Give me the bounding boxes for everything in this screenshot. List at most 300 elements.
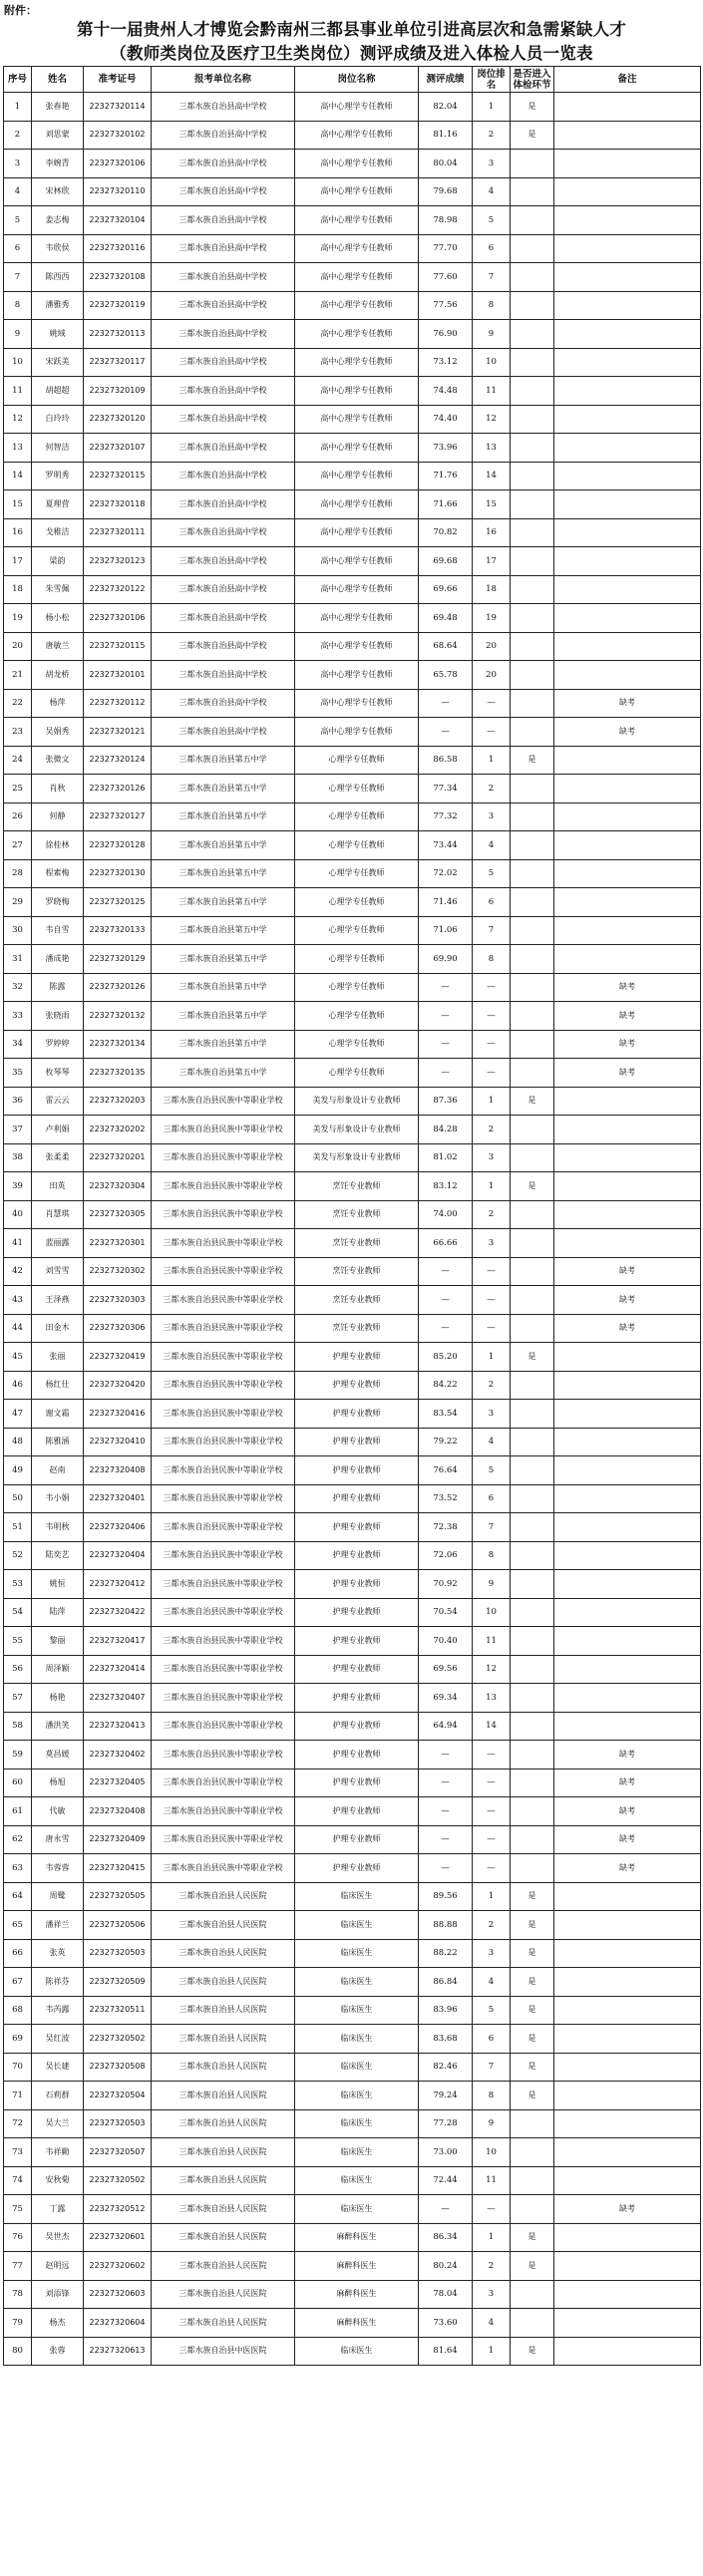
cell-score: 70.82 bbox=[419, 518, 473, 547]
table-row bbox=[4, 1741, 701, 1770]
cell-name: 韦明秋 bbox=[32, 1513, 84, 1542]
cell-unit: 三都水族自治县民族中等职业学校 bbox=[152, 1343, 295, 1372]
cell-exam-id: 22327320129 bbox=[84, 945, 152, 974]
cell-score: 77.56 bbox=[419, 291, 473, 320]
table-row bbox=[4, 718, 701, 747]
cell-physical-exam bbox=[511, 1627, 554, 1656]
cell-physical-exam bbox=[511, 1769, 554, 1797]
cell-score: 71.06 bbox=[419, 916, 473, 945]
cell-exam-id: 22327320504 bbox=[84, 2082, 152, 2110]
cell-rank: 14 bbox=[473, 1712, 511, 1741]
header-score: 测评成绩 bbox=[419, 67, 473, 93]
cell-index: 61 bbox=[4, 1797, 32, 1826]
cell-rank: 3 bbox=[473, 150, 511, 178]
cell-remark: 缺考 bbox=[554, 1797, 701, 1826]
table-row bbox=[4, 1002, 701, 1031]
cell-unit: 三都水族自治县第五中学 bbox=[152, 831, 295, 860]
cell-unit: 三都水族自治县人民医院 bbox=[152, 2280, 295, 2309]
cell-remark: 缺考 bbox=[554, 2195, 701, 2224]
cell-unit: 三都水族自治县民族中等职业学校 bbox=[152, 1797, 295, 1826]
cell-remark: 缺考 bbox=[554, 1286, 701, 1315]
cell-physical-exam: 是 bbox=[511, 1087, 554, 1116]
cell-unit: 三都水族自治县民族中等职业学校 bbox=[152, 1116, 295, 1144]
table-row bbox=[4, 377, 701, 406]
cell-score: 72.02 bbox=[419, 859, 473, 888]
cell-remark bbox=[554, 2280, 701, 2309]
cell-remark bbox=[554, 490, 701, 519]
cell-remark bbox=[554, 1655, 701, 1684]
table-row bbox=[4, 2109, 701, 2138]
cell-unit: 三都水族自治县民族中等职业学校 bbox=[152, 1428, 295, 1456]
table-row bbox=[4, 831, 701, 860]
table-row bbox=[4, 689, 701, 718]
cell-rank: 5 bbox=[473, 1996, 511, 2025]
cell-physical-exam bbox=[511, 1712, 554, 1741]
cell-remark bbox=[554, 1087, 701, 1116]
cell-remark bbox=[554, 1172, 701, 1201]
cell-score: — bbox=[419, 689, 473, 718]
cell-position: 高中心理学专任教师 bbox=[295, 632, 419, 661]
cell-score: 73.60 bbox=[419, 2309, 473, 2338]
cell-index: 22 bbox=[4, 689, 32, 718]
table-row bbox=[4, 2280, 701, 2309]
cell-rank: 3 bbox=[473, 2280, 511, 2309]
cell-position: 高中心理学专任教师 bbox=[295, 689, 419, 718]
cell-exam-id: 22327320127 bbox=[84, 803, 152, 831]
cell-physical-exam bbox=[511, 2309, 554, 2338]
cell-score: — bbox=[419, 1769, 473, 1797]
table-row bbox=[4, 1712, 701, 1741]
attachment-label: 附件： bbox=[4, 4, 37, 17]
cell-exam-id: 22327320407 bbox=[84, 1684, 152, 1713]
cell-index: 58 bbox=[4, 1712, 32, 1741]
cell-physical-exam bbox=[511, 973, 554, 1002]
cell-index: 24 bbox=[4, 746, 32, 775]
cell-remark bbox=[554, 604, 701, 633]
cell-rank: 1 bbox=[473, 2337, 511, 2366]
cell-score: 86.84 bbox=[419, 1968, 473, 1997]
header-position: 岗位名称 bbox=[295, 67, 419, 93]
cell-index: 62 bbox=[4, 1825, 32, 1854]
header-exam-id: 准考证号 bbox=[84, 67, 152, 93]
cell-remark bbox=[554, 547, 701, 576]
cell-unit: 三都水族自治县人民医院 bbox=[152, 1911, 295, 1940]
cell-position: 美发与形象设计专业教师 bbox=[295, 1143, 419, 1172]
document-title-line-1: 第十一届贵州人才博览会黔南州三都县事业单位引进高层次和急需紧缺人才 bbox=[76, 20, 627, 39]
cell-rank: 8 bbox=[473, 2082, 511, 2110]
cell-unit: 三都水族自治县第五中学 bbox=[152, 803, 295, 831]
cell-name: 张柔柔 bbox=[32, 1143, 84, 1172]
cell-position: 高中心理学专任教师 bbox=[295, 462, 419, 490]
cell-position: 护理专业教师 bbox=[295, 1797, 419, 1826]
cell-position: 护理专业教师 bbox=[295, 1769, 419, 1797]
cell-rank: 14 bbox=[473, 462, 511, 490]
cell-name: 陈祥芬 bbox=[32, 1968, 84, 1997]
cell-remark bbox=[554, 2109, 701, 2138]
cell-unit: 三都水族自治县高中学校 bbox=[152, 320, 295, 349]
table-row bbox=[4, 1200, 701, 1229]
cell-rank: 1 bbox=[473, 2223, 511, 2252]
cell-unit: 三都水族自治县第五中学 bbox=[152, 859, 295, 888]
cell-name: 谢文霜 bbox=[32, 1400, 84, 1429]
cell-index: 46 bbox=[4, 1371, 32, 1400]
cell-unit: 三都水族自治县高中学校 bbox=[152, 718, 295, 747]
cell-name: 张蓉 bbox=[32, 2337, 84, 2366]
cell-position: 护理专业教师 bbox=[295, 1456, 419, 1485]
cell-position: 心理学专任教师 bbox=[295, 775, 419, 804]
cell-physical-exam bbox=[511, 1400, 554, 1429]
cell-remark bbox=[554, 916, 701, 945]
cell-rank: — bbox=[473, 1769, 511, 1797]
cell-name: 姚恒 bbox=[32, 1570, 84, 1599]
cell-name: 唐永雪 bbox=[32, 1825, 84, 1854]
cell-score: 69.56 bbox=[419, 1655, 473, 1684]
cell-position: 心理学专任教师 bbox=[295, 1002, 419, 1031]
cell-physical-exam: 是 bbox=[511, 93, 554, 122]
cell-unit: 三都水族自治县民族中等职业学校 bbox=[152, 1741, 295, 1770]
table-row bbox=[4, 916, 701, 945]
cell-rank: 4 bbox=[473, 177, 511, 206]
table-row bbox=[4, 1939, 701, 1968]
table-row bbox=[4, 2025, 701, 2054]
cell-score: 85.20 bbox=[419, 1343, 473, 1372]
cell-remark bbox=[554, 1598, 701, 1627]
cell-remark bbox=[554, 1343, 701, 1372]
cell-rank: — bbox=[473, 1314, 511, 1343]
cell-score: 71.76 bbox=[419, 462, 473, 490]
cell-index: 29 bbox=[4, 888, 32, 917]
cell-remark bbox=[554, 1684, 701, 1713]
cell-physical-exam bbox=[511, 234, 554, 263]
cell-exam-id: 22327320301 bbox=[84, 1229, 152, 1258]
cell-unit: 三都水族自治县民族中等职业学校 bbox=[152, 1143, 295, 1172]
cell-remark: 缺考 bbox=[554, 1257, 701, 1286]
cell-rank: 2 bbox=[473, 1911, 511, 1940]
cell-index: 49 bbox=[4, 1456, 32, 1485]
cell-rank: 1 bbox=[473, 93, 511, 122]
cell-physical-exam: 是 bbox=[511, 2025, 554, 2054]
cell-index: 30 bbox=[4, 916, 32, 945]
cell-score: 65.78 bbox=[419, 661, 473, 690]
cell-position: 护理专业教师 bbox=[295, 1541, 419, 1570]
cell-name: 石莉群 bbox=[32, 2082, 84, 2110]
cell-name: 杨小松 bbox=[32, 604, 84, 633]
cell-remark bbox=[554, 348, 701, 377]
table-row bbox=[4, 547, 701, 576]
table-row bbox=[4, 2053, 701, 2082]
cell-index: 11 bbox=[4, 377, 32, 406]
cell-physical-exam bbox=[511, 1002, 554, 1031]
cell-exam-id: 22327320201 bbox=[84, 1143, 152, 1172]
cell-exam-id: 22327320114 bbox=[84, 93, 152, 122]
cell-index: 16 bbox=[4, 518, 32, 547]
cell-physical-exam: 是 bbox=[511, 746, 554, 775]
cell-score: 77.34 bbox=[419, 775, 473, 804]
cell-exam-id: 22327320121 bbox=[84, 718, 152, 747]
cell-score: 83.12 bbox=[419, 1172, 473, 1201]
cell-position: 临床医生 bbox=[295, 2082, 419, 2110]
cell-name: 宋跃美 bbox=[32, 348, 84, 377]
cell-rank: 2 bbox=[473, 1116, 511, 1144]
cell-index: 23 bbox=[4, 718, 32, 747]
cell-remark bbox=[554, 803, 701, 831]
cell-exam-id: 22327320413 bbox=[84, 1712, 152, 1741]
cell-name: 姚域 bbox=[32, 320, 84, 349]
table-row bbox=[4, 1428, 701, 1456]
cell-remark bbox=[554, 2252, 701, 2281]
cell-physical-exam bbox=[511, 1825, 554, 1854]
cell-position: 麻醉科医生 bbox=[295, 2309, 419, 2338]
cell-unit: 三都水族自治县人民医院 bbox=[152, 2138, 295, 2167]
cell-remark bbox=[554, 434, 701, 463]
cell-physical-exam bbox=[511, 2195, 554, 2224]
cell-position: 临床医生 bbox=[295, 2138, 419, 2167]
cell-unit: 三都水族自治县人民医院 bbox=[152, 1968, 295, 1997]
cell-exam-id: 22327320107 bbox=[84, 434, 152, 463]
cell-position: 心理学专任教师 bbox=[295, 1030, 419, 1059]
cell-unit: 三都水族自治县高中学校 bbox=[152, 150, 295, 178]
cell-physical-exam: 是 bbox=[511, 2223, 554, 2252]
cell-name: 胡超超 bbox=[32, 377, 84, 406]
table-row bbox=[4, 1116, 701, 1144]
cell-rank: 11 bbox=[473, 2166, 511, 2195]
cell-unit: 三都水族自治县人民医院 bbox=[152, 2166, 295, 2195]
cell-score: 73.96 bbox=[419, 434, 473, 463]
cell-position: 护理专业教师 bbox=[295, 1712, 419, 1741]
cell-remark bbox=[554, 1484, 701, 1513]
cell-exam-id: 22327320102 bbox=[84, 121, 152, 150]
cell-name: 刘添锋 bbox=[32, 2280, 84, 2309]
cell-rank: 20 bbox=[473, 632, 511, 661]
cell-unit: 三都水族自治县人民医院 bbox=[152, 1939, 295, 1968]
cell-name: 李婉青 bbox=[32, 150, 84, 178]
cell-exam-id: 22327320113 bbox=[84, 320, 152, 349]
cell-exam-id: 22327320303 bbox=[84, 1286, 152, 1315]
cell-exam-id: 22327320133 bbox=[84, 916, 152, 945]
cell-rank: 1 bbox=[473, 746, 511, 775]
cell-index: 7 bbox=[4, 263, 32, 292]
table-row bbox=[4, 1172, 701, 1201]
cell-physical-exam bbox=[511, 718, 554, 747]
cell-score: 77.28 bbox=[419, 2109, 473, 2138]
table-row bbox=[4, 2138, 701, 2167]
cell-remark bbox=[554, 1627, 701, 1656]
cell-physical-exam bbox=[511, 916, 554, 945]
table-row bbox=[4, 1541, 701, 1570]
cell-physical-exam: 是 bbox=[511, 121, 554, 150]
cell-rank: 8 bbox=[473, 945, 511, 974]
cell-index: 55 bbox=[4, 1627, 32, 1656]
cell-unit: 三都水族自治县民族中等职业学校 bbox=[152, 1400, 295, 1429]
cell-rank: 3 bbox=[473, 803, 511, 831]
cell-index: 12 bbox=[4, 405, 32, 434]
cell-exam-id: 22327320509 bbox=[84, 1968, 152, 1997]
cell-remark bbox=[554, 405, 701, 434]
table-row bbox=[4, 1911, 701, 1940]
cell-exam-id: 22327320135 bbox=[84, 1059, 152, 1088]
cell-score: 71.46 bbox=[419, 888, 473, 917]
cell-score: — bbox=[419, 1059, 473, 1088]
cell-remark bbox=[554, 1229, 701, 1258]
table-row bbox=[4, 2195, 701, 2224]
table-row bbox=[4, 518, 701, 547]
table-row bbox=[4, 1797, 701, 1826]
cell-unit: 三都水族自治县高中学校 bbox=[152, 632, 295, 661]
cell-remark bbox=[554, 206, 701, 235]
cell-name: 陆萍 bbox=[32, 1598, 84, 1627]
table-row bbox=[4, 1825, 701, 1854]
cell-unit: 三都水族自治县高中学校 bbox=[152, 462, 295, 490]
cell-index: 74 bbox=[4, 2166, 32, 2195]
cell-index: 13 bbox=[4, 434, 32, 463]
cell-rank: — bbox=[473, 1286, 511, 1315]
cell-score: 81.64 bbox=[419, 2337, 473, 2366]
cell-unit: 三都水族自治县民族中等职业学校 bbox=[152, 1257, 295, 1286]
cell-index: 80 bbox=[4, 2337, 32, 2366]
cell-exam-id: 22327320304 bbox=[84, 1172, 152, 1201]
cell-remark bbox=[554, 2223, 701, 2252]
cell-exam-id: 22327320305 bbox=[84, 1200, 152, 1229]
cell-physical-exam bbox=[511, 377, 554, 406]
cell-index: 35 bbox=[4, 1059, 32, 1088]
cell-exam-id: 22327320402 bbox=[84, 1741, 152, 1770]
cell-position: 烹饪专业教师 bbox=[295, 1200, 419, 1229]
cell-rank: — bbox=[473, 1825, 511, 1854]
cell-score: 88.88 bbox=[419, 1911, 473, 1940]
cell-score: 86.58 bbox=[419, 746, 473, 775]
cell-name: 刘思蒙 bbox=[32, 121, 84, 150]
table-row bbox=[4, 2166, 701, 2195]
cell-remark bbox=[554, 2053, 701, 2082]
cell-name: 胡龙桥 bbox=[32, 661, 84, 690]
cell-rank: 6 bbox=[473, 1484, 511, 1513]
cell-exam-id: 22327320202 bbox=[84, 1116, 152, 1144]
cell-unit: 三都水族自治县民族中等职业学校 bbox=[152, 1598, 295, 1627]
cell-exam-id: 22327320108 bbox=[84, 263, 152, 292]
cell-physical-exam bbox=[511, 604, 554, 633]
table-row bbox=[4, 1627, 701, 1656]
cell-physical-exam bbox=[511, 1200, 554, 1229]
cell-index: 21 bbox=[4, 661, 32, 690]
cell-rank: — bbox=[473, 1257, 511, 1286]
table-row bbox=[4, 1030, 701, 1059]
cell-index: 52 bbox=[4, 1541, 32, 1570]
cell-position: 高中心理学专任教师 bbox=[295, 604, 419, 633]
cell-position: 心理学专任教师 bbox=[295, 803, 419, 831]
cell-name: 杨红仕 bbox=[32, 1371, 84, 1400]
cell-rank: 4 bbox=[473, 831, 511, 860]
table-row bbox=[4, 1087, 701, 1116]
cell-unit: 三都水族自治县人民医院 bbox=[152, 2053, 295, 2082]
table-row bbox=[4, 661, 701, 690]
cell-rank: 10 bbox=[473, 2138, 511, 2167]
cell-exam-id: 22327320106 bbox=[84, 604, 152, 633]
cell-unit: 三都水族自治县人民医院 bbox=[152, 2025, 295, 2054]
cell-rank: 9 bbox=[473, 1570, 511, 1599]
cell-index: 28 bbox=[4, 859, 32, 888]
cell-position: 烹饪专业教师 bbox=[295, 1257, 419, 1286]
cell-position: 护理专业教师 bbox=[295, 1371, 419, 1400]
cell-exam-id: 22327320507 bbox=[84, 2138, 152, 2167]
cell-rank: 7 bbox=[473, 2053, 511, 2082]
cell-remark bbox=[554, 746, 701, 775]
cell-unit: 三都水族自治县高中学校 bbox=[152, 547, 295, 576]
cell-physical-exam bbox=[511, 405, 554, 434]
cell-remark bbox=[554, 263, 701, 292]
cell-name: 韦蓉蓉 bbox=[32, 1854, 84, 1883]
cell-name: 何静 bbox=[32, 803, 84, 831]
cell-name: 陈雅涵 bbox=[32, 1428, 84, 1456]
cell-index: 48 bbox=[4, 1428, 32, 1456]
table-row bbox=[4, 1769, 701, 1797]
cell-remark bbox=[554, 2309, 701, 2338]
cell-index: 1 bbox=[4, 93, 32, 122]
cell-position: 护理专业教师 bbox=[295, 1513, 419, 1542]
cell-remark bbox=[554, 831, 701, 860]
cell-physical-exam bbox=[511, 434, 554, 463]
table-row bbox=[4, 1513, 701, 1542]
cell-exam-id: 22327320602 bbox=[84, 2252, 152, 2281]
cell-score: — bbox=[419, 1257, 473, 1286]
cell-index: 19 bbox=[4, 604, 32, 633]
cell-index: 59 bbox=[4, 1741, 32, 1770]
cell-index: 47 bbox=[4, 1400, 32, 1429]
cell-exam-id: 22327320111 bbox=[84, 518, 152, 547]
cell-score: 70.40 bbox=[419, 1627, 473, 1656]
table-row bbox=[4, 2082, 701, 2110]
cell-position: 临床医生 bbox=[295, 2053, 419, 2082]
cell-exam-id: 22327320128 bbox=[84, 831, 152, 860]
cell-score: 83.96 bbox=[419, 1996, 473, 2025]
cell-position: 烹饪专业教师 bbox=[295, 1314, 419, 1343]
cell-remark: 缺考 bbox=[554, 973, 701, 1002]
cell-physical-exam bbox=[511, 945, 554, 974]
cell-remark bbox=[554, 462, 701, 490]
cell-name: 杨旭 bbox=[32, 1769, 84, 1797]
cell-name: 韦小娟 bbox=[32, 1484, 84, 1513]
cell-index: 25 bbox=[4, 775, 32, 804]
cell-name: 潘洪笑 bbox=[32, 1712, 84, 1741]
cell-name: 蓝丽露 bbox=[32, 1229, 84, 1258]
cell-name: 夏理营 bbox=[32, 490, 84, 519]
cell-remark bbox=[554, 2138, 701, 2167]
cell-physical-exam bbox=[511, 1116, 554, 1144]
cell-rank: 7 bbox=[473, 263, 511, 292]
cell-position: 临床医生 bbox=[295, 2025, 419, 2054]
cell-score: 86.34 bbox=[419, 2223, 473, 2252]
cell-unit: 三都水族自治县民族中等职业学校 bbox=[152, 1570, 295, 1599]
cell-unit: 三都水族自治县民族中等职业学校 bbox=[152, 1684, 295, 1713]
table-row bbox=[4, 2252, 701, 2281]
cell-position: 护理专业教师 bbox=[295, 1343, 419, 1372]
cell-position: 临床医生 bbox=[295, 2166, 419, 2195]
table-row bbox=[4, 1854, 701, 1883]
cell-physical-exam bbox=[511, 1314, 554, 1343]
cell-position: 临床医生 bbox=[295, 2109, 419, 2138]
cell-rank: 12 bbox=[473, 405, 511, 434]
cell-name: 罗明秀 bbox=[32, 462, 84, 490]
header-rank: 岗位排名 bbox=[473, 67, 511, 93]
cell-position: 护理专业教师 bbox=[295, 1570, 419, 1599]
cell-position: 高中心理学专任教师 bbox=[295, 320, 419, 349]
cell-physical-exam bbox=[511, 689, 554, 718]
cell-physical-exam bbox=[511, 1257, 554, 1286]
table-row bbox=[4, 973, 701, 1002]
cell-remark bbox=[554, 93, 701, 122]
table-row bbox=[4, 1598, 701, 1627]
cell-score: 89.56 bbox=[419, 1882, 473, 1911]
cell-exam-id: 22327320134 bbox=[84, 1030, 152, 1059]
